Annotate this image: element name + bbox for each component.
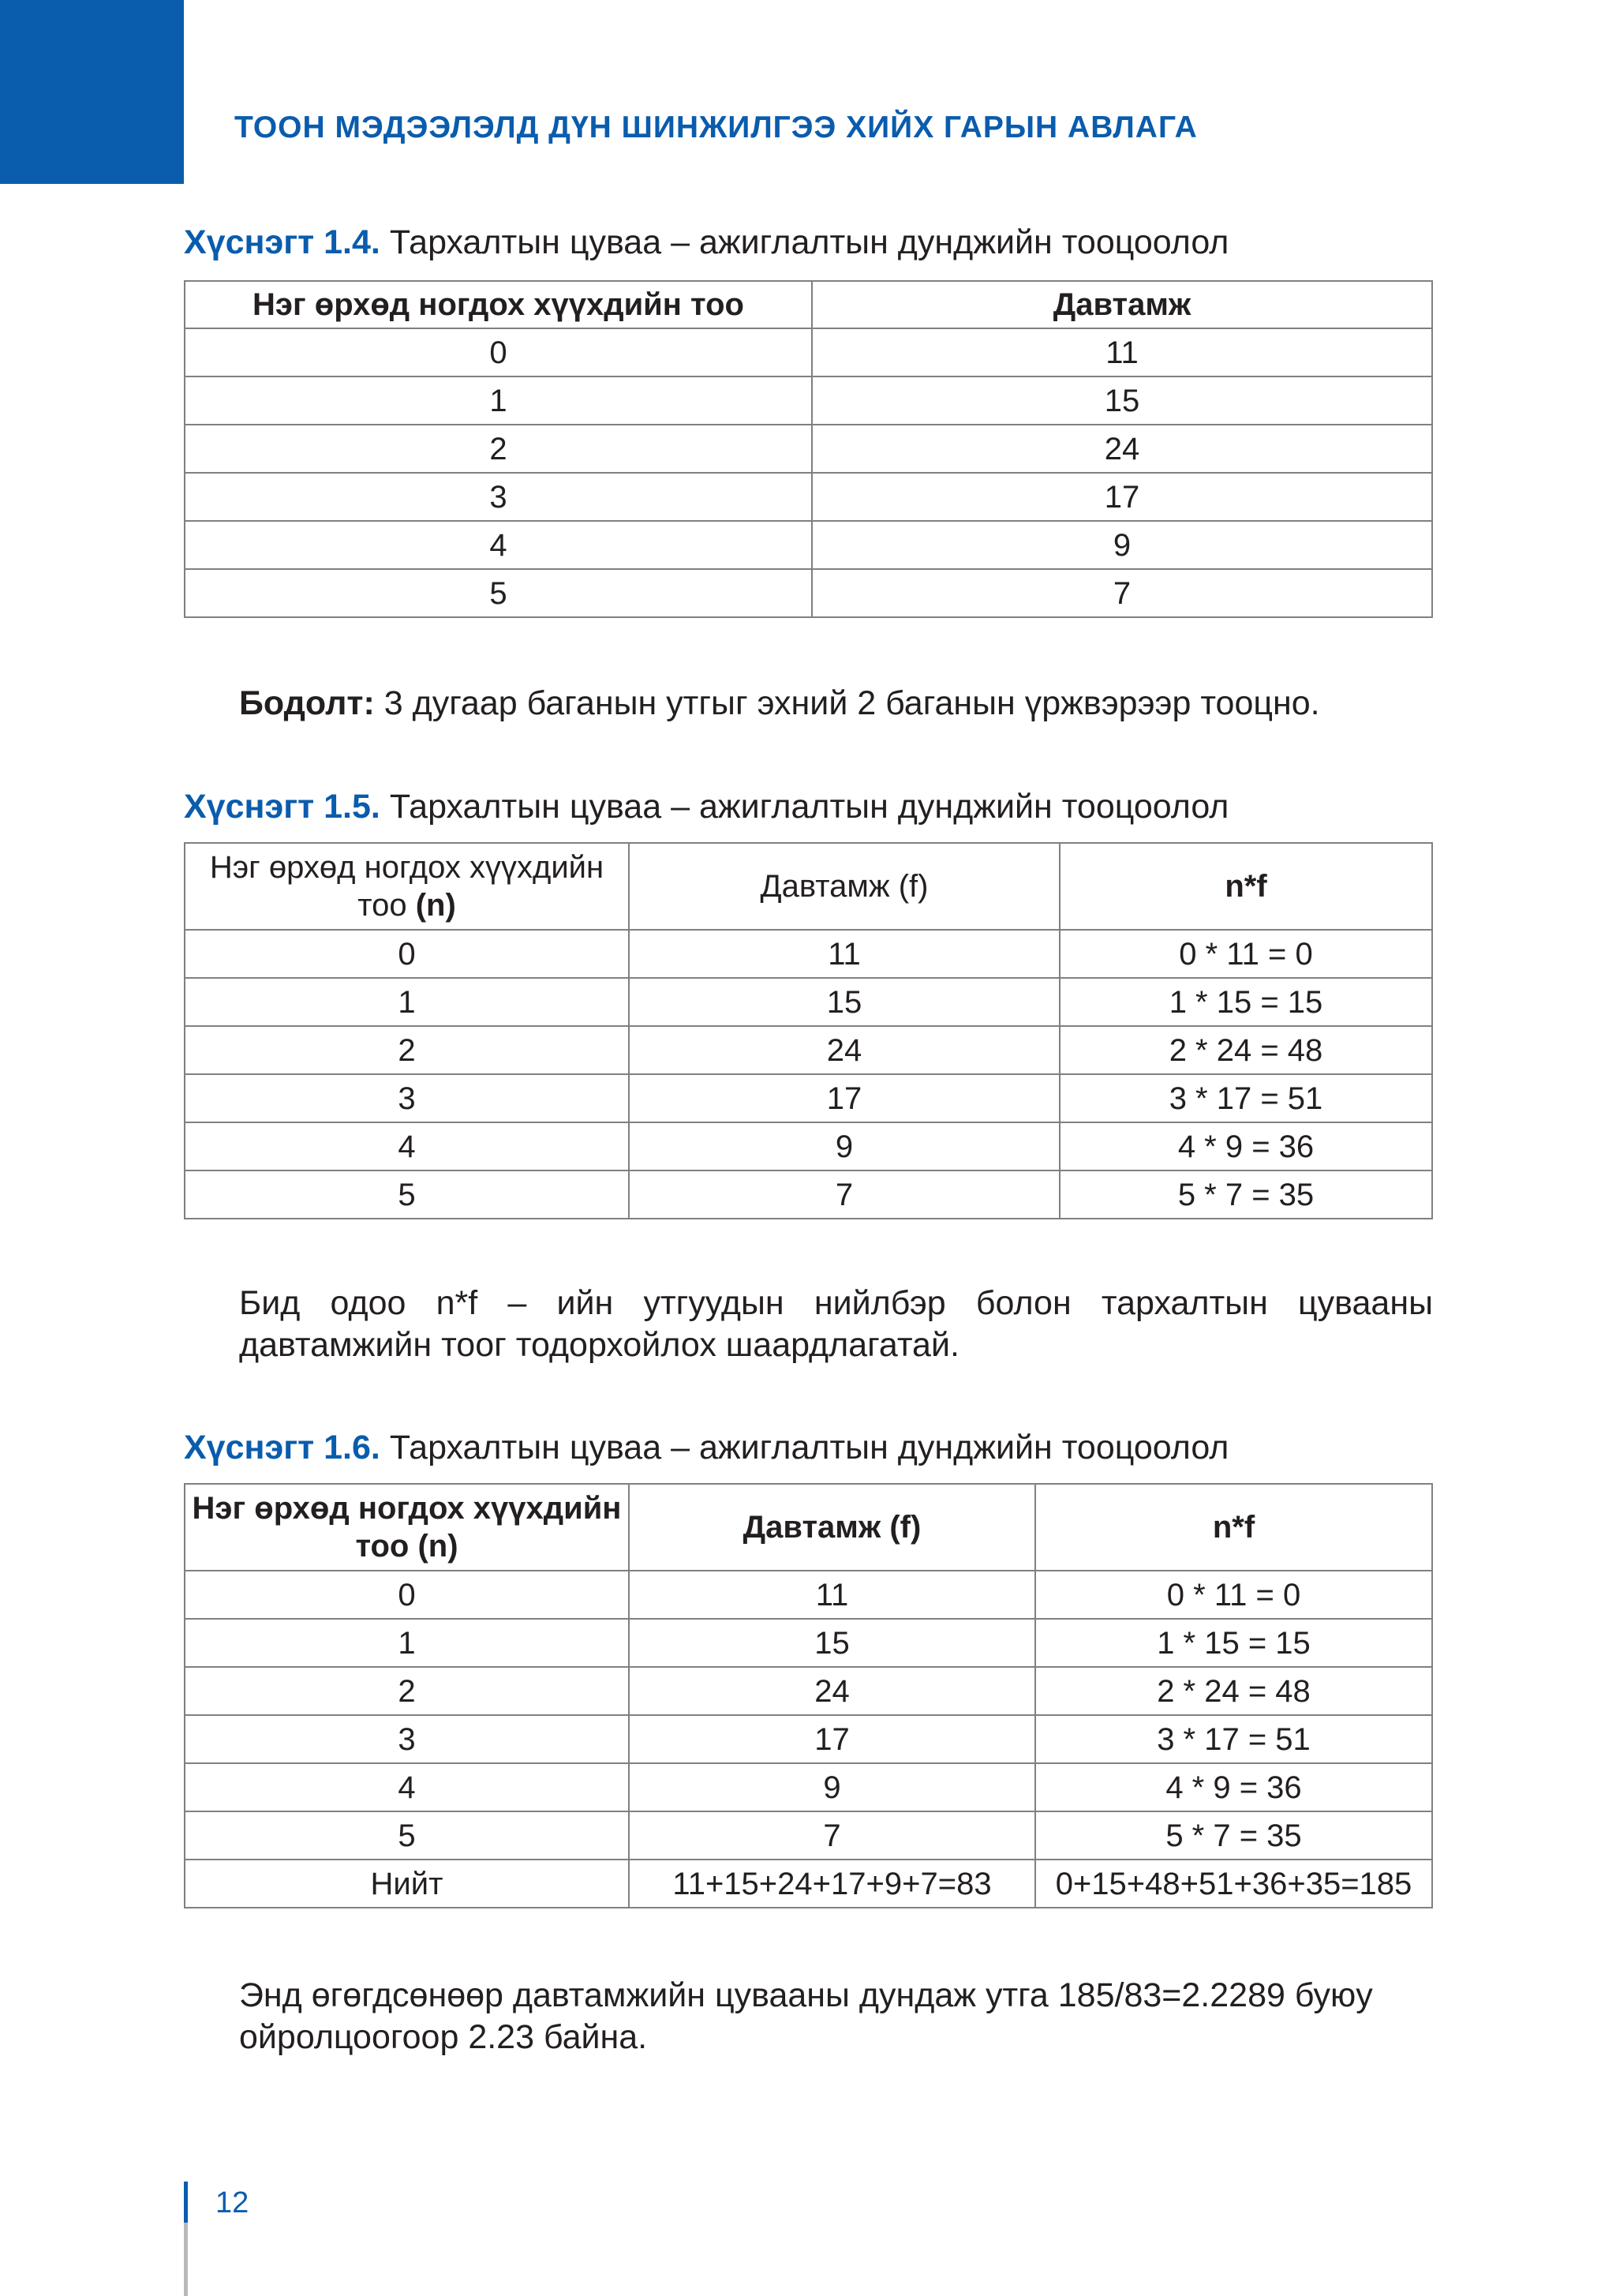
table-cell: 9 — [629, 1122, 1060, 1170]
table-cell: 3 — [185, 473, 812, 521]
table-cell: 2 — [185, 1026, 629, 1074]
table-cell: 2 * 24 = 48 — [1035, 1667, 1432, 1715]
column-header-children-per-household: Нэг өрхөд ногдох хүүхдийн тоо (n) — [185, 1484, 629, 1571]
total-label-cell: Нийт — [185, 1860, 629, 1908]
table-cell: 17 — [812, 473, 1432, 521]
table-1-6-title: Тархалтын цуваа – ажиглалтын дунджийн тооцоолол — [380, 1429, 1229, 1466]
column-header-frequency: Давтамж (f) — [629, 1484, 1035, 1571]
table-cell: 9 — [812, 521, 1432, 569]
column-header-n-times-f: n*f — [1035, 1484, 1432, 1571]
table-row — [185, 328, 1432, 376]
table-cell: 11 — [629, 930, 1060, 978]
total-n-times-f-cell: 0+15+48+51+36+35=185 — [1035, 1860, 1432, 1908]
table-cell: 5 * 7 = 35 — [1060, 1170, 1432, 1219]
table-cell: 17 — [629, 1715, 1035, 1763]
table-cell: 2 * 24 = 48 — [1060, 1026, 1432, 1074]
table-cell: 0 — [185, 930, 629, 978]
table-cell: 1 * 15 = 15 — [1060, 978, 1432, 1026]
table-row — [185, 376, 1432, 425]
table-cell: 4 — [185, 1763, 629, 1811]
table-cell: 5 — [185, 1170, 629, 1219]
table-row — [185, 521, 1432, 569]
table-cell: 5 — [185, 1811, 629, 1860]
table-row — [185, 1763, 1432, 1811]
table-row — [185, 1715, 1432, 1763]
table-cell: 0 — [185, 328, 812, 376]
table-row — [185, 1074, 1432, 1122]
table-row — [185, 1026, 1432, 1074]
table-row — [185, 1667, 1432, 1715]
table-1-4-title: Тархалтын цуваа – ажиглалтын дунджийн тооцоолол — [380, 223, 1229, 261]
table-1-4-label: Хүснэгт 1.4. — [184, 223, 380, 261]
table-cell: 17 — [629, 1074, 1060, 1122]
paragraph-sum-requirement: Бид одоо n*f – ийн утгуудын нийлбэр болон тархалтын цувааны давтамжийн тоог тодорхойлох шаардлагатай. — [239, 1284, 1433, 1364]
header-symbol: (n) — [415, 888, 456, 923]
table-row — [185, 1571, 1432, 1619]
solution-paragraph — [239, 683, 1433, 725]
table-cell: 3 * 17 = 51 — [1060, 1074, 1432, 1122]
table-row — [185, 1619, 1432, 1667]
table-cell: 0 * 11 = 0 — [1060, 930, 1432, 978]
table-row — [185, 1122, 1432, 1170]
table-header-row — [185, 843, 1432, 930]
table-total-row — [185, 1860, 1432, 1908]
table-1-6 — [184, 1483, 1433, 1908]
table-cell: 24 — [812, 425, 1432, 473]
table-1-5-label: Хүснэгт 1.5. — [184, 788, 380, 826]
footer-rule — [184, 2182, 188, 2296]
table-cell: 1 — [185, 1619, 629, 1667]
table-cell: 1 — [185, 376, 812, 425]
table-1-4 — [184, 280, 1433, 618]
table-cell: 15 — [812, 376, 1432, 425]
table-1-6-label: Хүснэгт 1.6. — [184, 1429, 380, 1466]
header-text: Нэг өрхөд ногдох хүүхдийн тоо — [209, 850, 604, 923]
table-1-5 — [184, 842, 1433, 1219]
table-cell: 3 * 17 = 51 — [1035, 1715, 1432, 1763]
table-cell: 15 — [629, 1619, 1035, 1667]
table-cell: 15 — [629, 978, 1060, 1026]
table-1-4-caption — [184, 223, 1229, 262]
table-row — [185, 425, 1432, 473]
table-row — [185, 1811, 1432, 1860]
table-cell: 7 — [812, 569, 1432, 617]
table-row — [185, 930, 1432, 978]
table-cell: 3 — [185, 1715, 629, 1763]
header-corner-block — [0, 0, 184, 184]
table-1-5-caption — [184, 788, 1229, 826]
table-row — [185, 978, 1432, 1026]
table-cell: 4 — [185, 1122, 629, 1170]
total-frequency-cell: 11+15+24+17+9+7=83 — [629, 1860, 1035, 1908]
running-header: ТООН МЭДЭЭЛЭЛД ДҮН ШИНЖИЛГЭЭ ХИЙХ ГАРЫН АВЛАГА — [234, 110, 1198, 144]
table-cell: 11 — [812, 328, 1432, 376]
column-header-n-times-f: n*f — [1060, 843, 1432, 930]
solution-text: 3 дугаар баганын утгыг эхний 2 баганын үржвэрээр тооцно. — [374, 684, 1320, 722]
table-row — [185, 473, 1432, 521]
table-cell: 7 — [629, 1811, 1035, 1860]
paragraph-mean-result: Энд өгөгдсөнөөр давтамжийн цувааны дундаж утга 185/83=2.2289 буюу ойролцоогоор 2.23 байна. — [239, 1976, 1373, 2056]
table-cell: 2 — [185, 425, 812, 473]
solution-label: Бодолт: — [239, 684, 375, 722]
column-header-frequency: Давтамж (f) — [629, 843, 1060, 930]
table-cell: 0 — [185, 1571, 629, 1619]
footer-rule-accent — [184, 2182, 188, 2223]
table-cell: 24 — [629, 1667, 1035, 1715]
table-cell: 7 — [629, 1170, 1060, 1219]
table-cell: 3 — [185, 1074, 629, 1122]
table-cell: 0 * 11 = 0 — [1035, 1571, 1432, 1619]
table-cell: 24 — [629, 1026, 1060, 1074]
table-row — [185, 569, 1432, 617]
table-cell: 4 * 9 = 36 — [1035, 1763, 1432, 1811]
table-header-row — [185, 1484, 1432, 1571]
table-1-6-caption — [184, 1429, 1229, 1467]
table-cell: 5 * 7 = 35 — [1035, 1811, 1432, 1860]
table-1-5-title: Тархалтын цуваа – ажиглалтын дунджийн тооцоолол — [380, 788, 1229, 826]
table-row — [185, 1170, 1432, 1219]
table-cell: 4 — [185, 521, 812, 569]
page-number: 12 — [215, 2186, 249, 2219]
table-cell: 5 — [185, 569, 812, 617]
table-cell: 1 — [185, 978, 629, 1026]
table-cell: 1 * 15 = 15 — [1035, 1619, 1432, 1667]
column-header-children-per-household: Нэг өрхөд ногдох хүүхдийн тоо — [185, 281, 812, 328]
column-header-frequency: Давтамж — [812, 281, 1432, 328]
table-cell: 11 — [629, 1571, 1035, 1619]
table-header-row — [185, 281, 1432, 328]
table-cell: 4 * 9 = 36 — [1060, 1122, 1432, 1170]
table-cell: 9 — [629, 1763, 1035, 1811]
column-header-children-per-household — [185, 843, 629, 930]
table-cell: 2 — [185, 1667, 629, 1715]
